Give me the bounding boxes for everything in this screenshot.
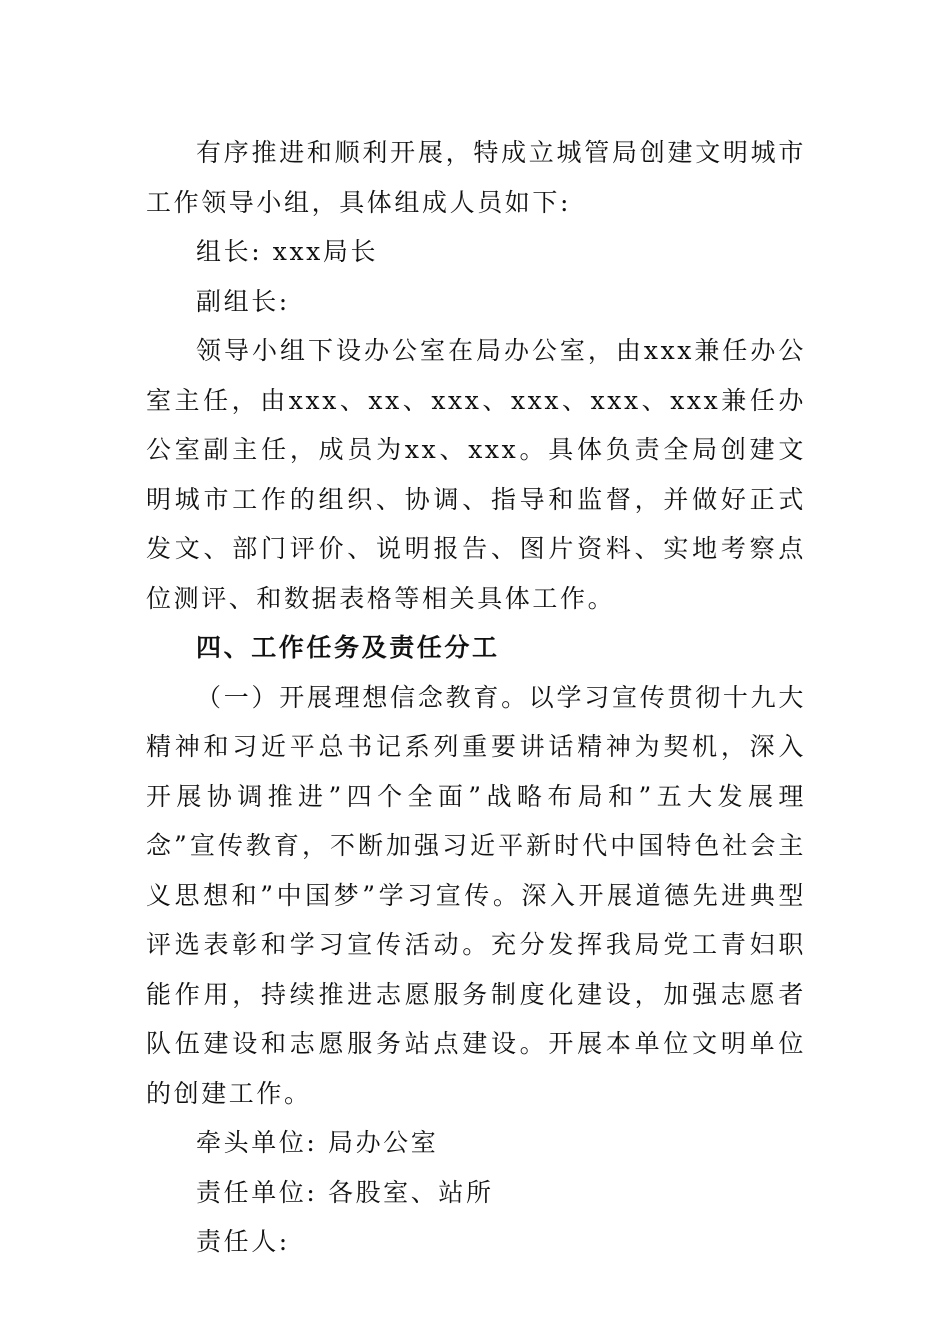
paragraph-lead-unit: 牵头单位: 局办公室 — [196, 1128, 439, 1157]
section-heading-tasks: 四、工作任务及责任分工 — [196, 633, 500, 662]
paragraph-group-leader: 组长: xxx局长 — [196, 237, 379, 266]
paragraph-responsible-person: 责任人: — [196, 1227, 290, 1256]
paragraph-office-setup: 领导小组下设办公室在局办公室，由xxx兼任办公室主任，由xxx、xx、xxx、xxx、xxx、xxx兼任办公室副主任，成员为xx、xxx。具体负责全局创建文明城市工作的组织、协调、指导和监督，并做好正式发文、部门评价、说明报告、图片资料、实地考察点位测评、和数据表格等相关具体工作。 — [146, 336, 806, 613]
paragraph-ideal-belief-education: （一）开展理想信念教育。以学习宣传贯彻十九大精神和习近平总书记系列重要讲话精神为契机，深入开展协调推进”四个全面”战略布局和”五大发展理念”宣传教育，不断加强习近平新时代中国特色社会主义思想和”中国梦”学习宣传。深入开展道德先进典型评选表彰和学习宣传活动。充分发挥我局党工青妇职能作用，持续推进志愿服务制度化建设，加强志愿者队伍建设和志愿服务站点建设。开展本单位文明单位的创建工作。 — [146, 682, 806, 1108]
paragraph-responsible-unit: 责任单位: 各股室、站所 — [196, 1177, 494, 1207]
paragraph-deputy-leader: 副组长: — [196, 286, 290, 316]
paragraph-leading-group-intro: 有序推进和顺利开展，特成立城管局创建文明城市工作领导小组，具体组成人员如下: — [146, 138, 806, 217]
document-page — [146, 128, 806, 1267]
